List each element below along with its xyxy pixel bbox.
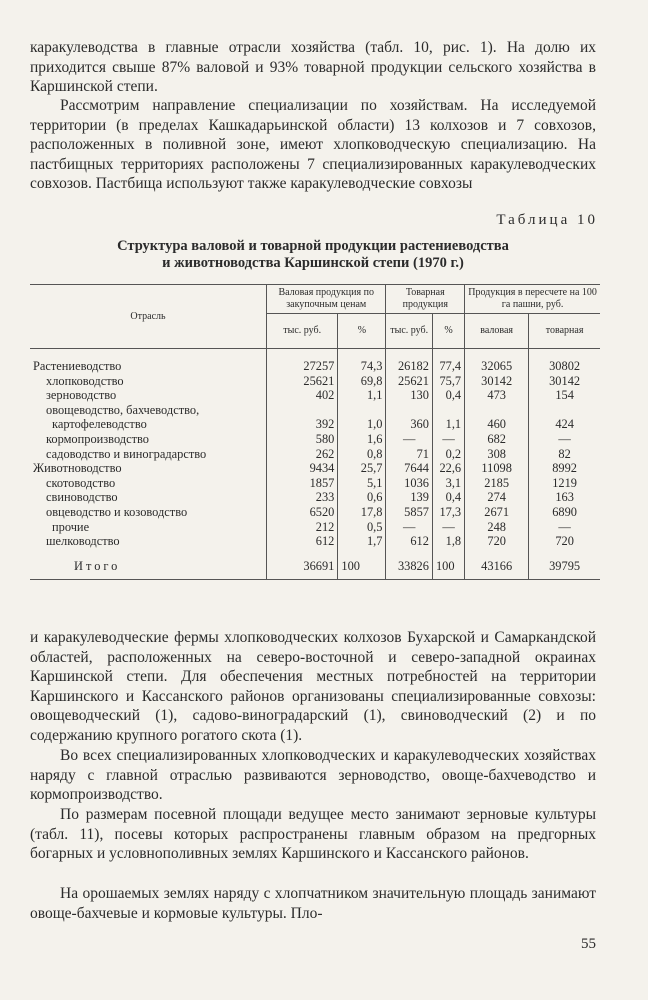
page-number: 55 <box>581 936 596 952</box>
paragraph-3: и каракулеводческие фермы хлопководческих колхозов Бухарской и Самаркандской областей, расположенных на северо-восточной и северо-западной окраинах Каршинской степи. Для обеспечения местных потребностей на территории Каршинского и Кассанского районов организованы специализированные совхозы: овощеводческий (1), садово-виноградарский (1), свиноводческий (2) и по содержанию крупного рогатого скота (1). <box>30 629 596 744</box>
header-gross-percent: % <box>338 314 386 349</box>
table-row: шелководство 612 1,7 612 1,8 720 720 <box>30 534 600 549</box>
paragraph-5: По размерам посевной площади ведущее место занимают зерновые культуры (табл. 11), посевы которых распространены главным образом на предгорных богарных и условнополивных землях Каршинского и Кассанского районов. <box>30 806 596 863</box>
header-market-percent: % <box>432 314 464 349</box>
table-row: зерноводство 402 1,1 130 0,4 473 154 <box>30 388 600 403</box>
table-row: садоводство и виноградарство 262 0,8 71 0,2 308 82 <box>30 447 600 462</box>
table-row: прочие 212 0,5 — — 248 — <box>30 520 600 535</box>
paragraph-1: каракулеводства в главные отрасли хозяйства (табл. 10, рис. 1). На долю их приходится свыше 87% валовой и 93% товарной продукции сельского хозяйства в Каршинской степи. <box>30 39 596 96</box>
header-market-thous: тыс. руб. <box>386 314 433 349</box>
table-row: кормопроизводство 580 1,6 — — 682 — <box>30 432 600 447</box>
table-row: картофелеводство 392 1,0 360 1,1 460 424 <box>30 417 600 432</box>
table-row: Животноводство 9434 25,7 7644 22,6 11098 8992 <box>30 461 600 476</box>
header-gross-thous: тыс. руб. <box>267 314 338 349</box>
table-row: овощеводство, бахчеводство, <box>30 403 600 418</box>
table-title <box>30 238 596 272</box>
table-title-line-1: Структура валовой и товарной продукции растениеводства <box>117 238 509 254</box>
table-row: скотоводство 1857 5,1 1036 3,1 2185 1219 <box>30 476 600 491</box>
paragraph-6: На орошаемых землях наряду с хлопчатником значительную площадь занимают овоще-бахчевые и кормовые культуры. Пло- <box>30 885 596 922</box>
header-gross: Валовая продукция по закупочным ценам <box>267 285 386 314</box>
header-per100: Продукция в пересчете на 100 га пашни, руб. <box>465 285 600 314</box>
production-structure-table <box>30 284 600 580</box>
table-total-row: Итого 36691 100 33826 100 43166 39795 <box>30 549 600 580</box>
table-row: хлопководство 25621 69,8 25621 75,7 30142 30142 <box>30 374 600 389</box>
table-label: Таблица 10 <box>496 212 598 228</box>
header-branch: Отрасль <box>30 285 267 349</box>
paragraph-2: Рассмотрим направление специализации по хозяйствам. На исследуемой территории (в пределах Кашкадарьинской области) 13 колхозов и 7 совхозов, расположенных в поливной зоне, имеют хлопководческую специализацию. На пастбищных территориях расположены 7 специализированных каракулеводческих совхозов. Пастбища используют также каракулеводческие совхозы <box>30 97 596 193</box>
header-per100-market: товарная <box>529 314 600 349</box>
table-title-line-2: и животноводства Каршинской степи (1970 г.) <box>162 255 464 271</box>
header-market: Товарная продукция <box>386 285 465 314</box>
table-row: овцеводство и козоводство 6520 17,8 5857 17,3 2671 6890 <box>30 505 600 520</box>
table-row: Растениеводство 27257 74,3 26182 77,4 32065 30802 <box>30 359 600 374</box>
table-row: свиноводство 233 0,6 139 0,4 274 163 <box>30 490 600 505</box>
header-per100-gross: валовая <box>465 314 529 349</box>
paragraph-4: Во всех специализированных хлопководческих и каракулеводческих хозяйствах наряду с главной отраслью развиваются зерноводство, овоще-бахчеводство и кормопроизводство. <box>30 747 596 804</box>
